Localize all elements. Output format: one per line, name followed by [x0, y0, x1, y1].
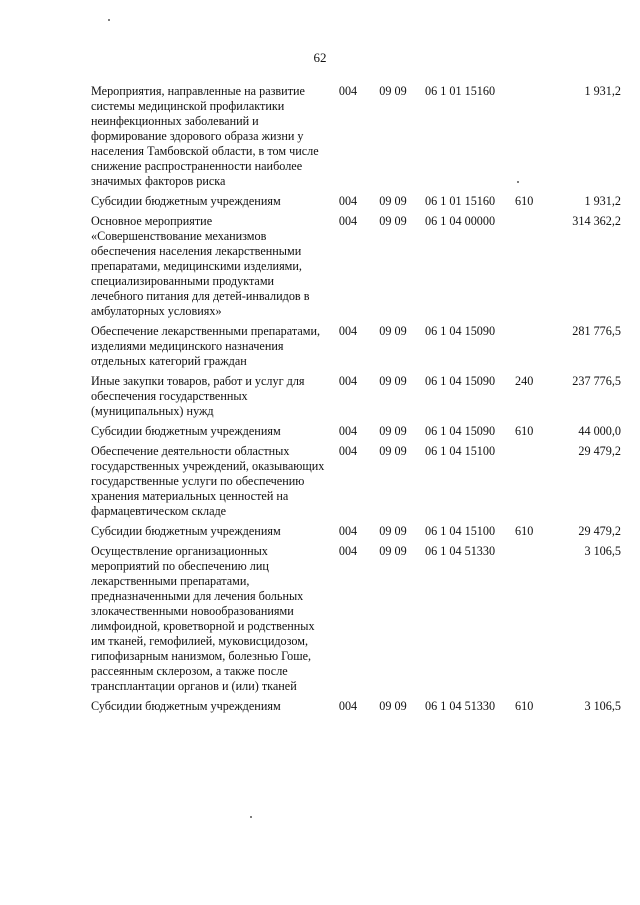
table-row — [91, 194, 621, 214]
item-name: Иные закупки товаров, работ и услуг для обеспечения государственных (муниципальных) нужд — [91, 374, 305, 418]
amount: 1 931,2 — [584, 194, 621, 208]
item-name: Обеспечение деятельности областных государственных учреждений, оказывающих государственные услуги по обеспечению хранения материальных ценностей на фармацевтическом складе — [91, 444, 325, 518]
amount: 29 479,2 — [578, 444, 621, 458]
scan-speck — [108, 19, 110, 21]
department-code: 004 — [338, 324, 358, 338]
target-item-code: 06 1 04 51330 — [425, 544, 496, 558]
section-code: 09 09 — [379, 374, 407, 388]
amount: 3 106,5 — [584, 699, 621, 713]
department-code: 004 — [338, 699, 358, 713]
item-name: Субсидии бюджетным учреждениям — [91, 194, 281, 208]
section-code: 09 09 — [379, 699, 407, 713]
expense-type-code: 610 — [515, 699, 534, 713]
budget-table — [91, 84, 621, 719]
item-name: Субсидии бюджетным учреждениям — [91, 699, 281, 713]
target-item-code: 06 1 04 15090 — [425, 374, 496, 388]
expense-type-code: 610 — [515, 524, 534, 538]
section-code: 09 09 — [379, 324, 407, 338]
section-code: 09 09 — [379, 84, 407, 98]
expense-type-code: 240 — [515, 374, 534, 388]
department-code: 004 — [338, 84, 358, 98]
table-row — [91, 524, 621, 544]
expense-type-code — [515, 84, 543, 194]
amount: 237 776,5 — [572, 374, 621, 388]
target-item-code: 06 1 04 15090 — [425, 424, 496, 438]
amount: 29 479,2 — [578, 524, 621, 538]
table-row — [91, 374, 621, 424]
expense-type-code — [515, 214, 543, 324]
budget-table-body — [91, 84, 621, 719]
table-row — [91, 444, 621, 524]
amount: 1 931,2 — [584, 84, 621, 98]
department-code: 004 — [338, 374, 358, 388]
scan-speck — [250, 816, 252, 818]
expense-type-code: 610 — [515, 194, 534, 208]
expense-type-code — [515, 444, 543, 524]
table-row — [91, 699, 621, 719]
department-code: 004 — [338, 524, 358, 538]
section-code: 09 09 — [379, 544, 407, 558]
table-row — [91, 324, 621, 374]
target-item-code: 06 1 04 15090 — [425, 324, 496, 338]
table-row — [91, 214, 621, 324]
table-row — [91, 424, 621, 444]
table-row — [91, 544, 621, 699]
expense-type-code — [515, 544, 543, 699]
item-name: Основное мероприятие «Совершенствование механизмов обеспечения населения лекарственными препаратами, медицинскими изделиями, специализированными продуктами лечебного питания для детей-инвалидов в амбулаторных условиях» — [91, 214, 310, 318]
section-code: 09 09 — [379, 214, 407, 228]
section-code: 09 09 — [379, 424, 407, 438]
page-number: 62 — [313, 50, 327, 65]
target-item-code: 06 1 04 15100 — [425, 524, 496, 538]
item-name: Мероприятия, направленные на развитие системы медицинской профилактики неинфекционных заболеваний и формирование здорового образа жизни у населения Тамбовской области, в том числе снижение распространенности наиболее значимых факторов риска — [91, 84, 319, 188]
target-item-code: 06 1 04 51330 — [425, 699, 496, 713]
department-code: 004 — [338, 194, 358, 208]
department-code: 004 — [338, 424, 358, 438]
target-item-code: 06 1 01 15160 — [425, 194, 496, 208]
section-code: 09 09 — [379, 194, 407, 208]
target-item-code: 06 1 04 00000 — [425, 214, 496, 228]
amount: 3 106,5 — [584, 544, 621, 558]
item-name: Обеспечение лекарственными препаратами, изделиями медицинского назначения отдельных категорий граждан — [91, 324, 321, 368]
amount: 281 776,5 — [572, 324, 621, 338]
department-code: 004 — [338, 444, 358, 458]
target-item-code: 06 1 01 15160 — [425, 84, 496, 98]
item-name: Субсидии бюджетным учреждениям — [91, 524, 281, 538]
amount: 44 000,0 — [578, 424, 621, 438]
department-code: 004 — [338, 544, 358, 558]
section-code: 09 09 — [379, 444, 407, 458]
item-name: Осуществление организационных мероприятий по обеспечению лиц лекарственными препаратами, предназначенными для лечения больных злокачественными новообразованиями лимфоидной, кроветворной и родственных им тканей, гемофилией, муковисцидозом, гипофизарным нанизмом, болезнью Гоше, рассеянным склерозом, а также после трансплантации органов и (или) тканей — [91, 544, 315, 693]
amount: 314 362,2 — [572, 214, 621, 228]
expense-type-code — [515, 324, 543, 374]
target-item-code: 06 1 04 15100 — [425, 444, 496, 458]
item-name: Субсидии бюджетным учреждениям — [91, 424, 281, 438]
table-row — [91, 84, 621, 194]
section-code: 09 09 — [379, 524, 407, 538]
expense-type-code: 610 — [515, 424, 534, 438]
department-code: 004 — [338, 214, 358, 228]
